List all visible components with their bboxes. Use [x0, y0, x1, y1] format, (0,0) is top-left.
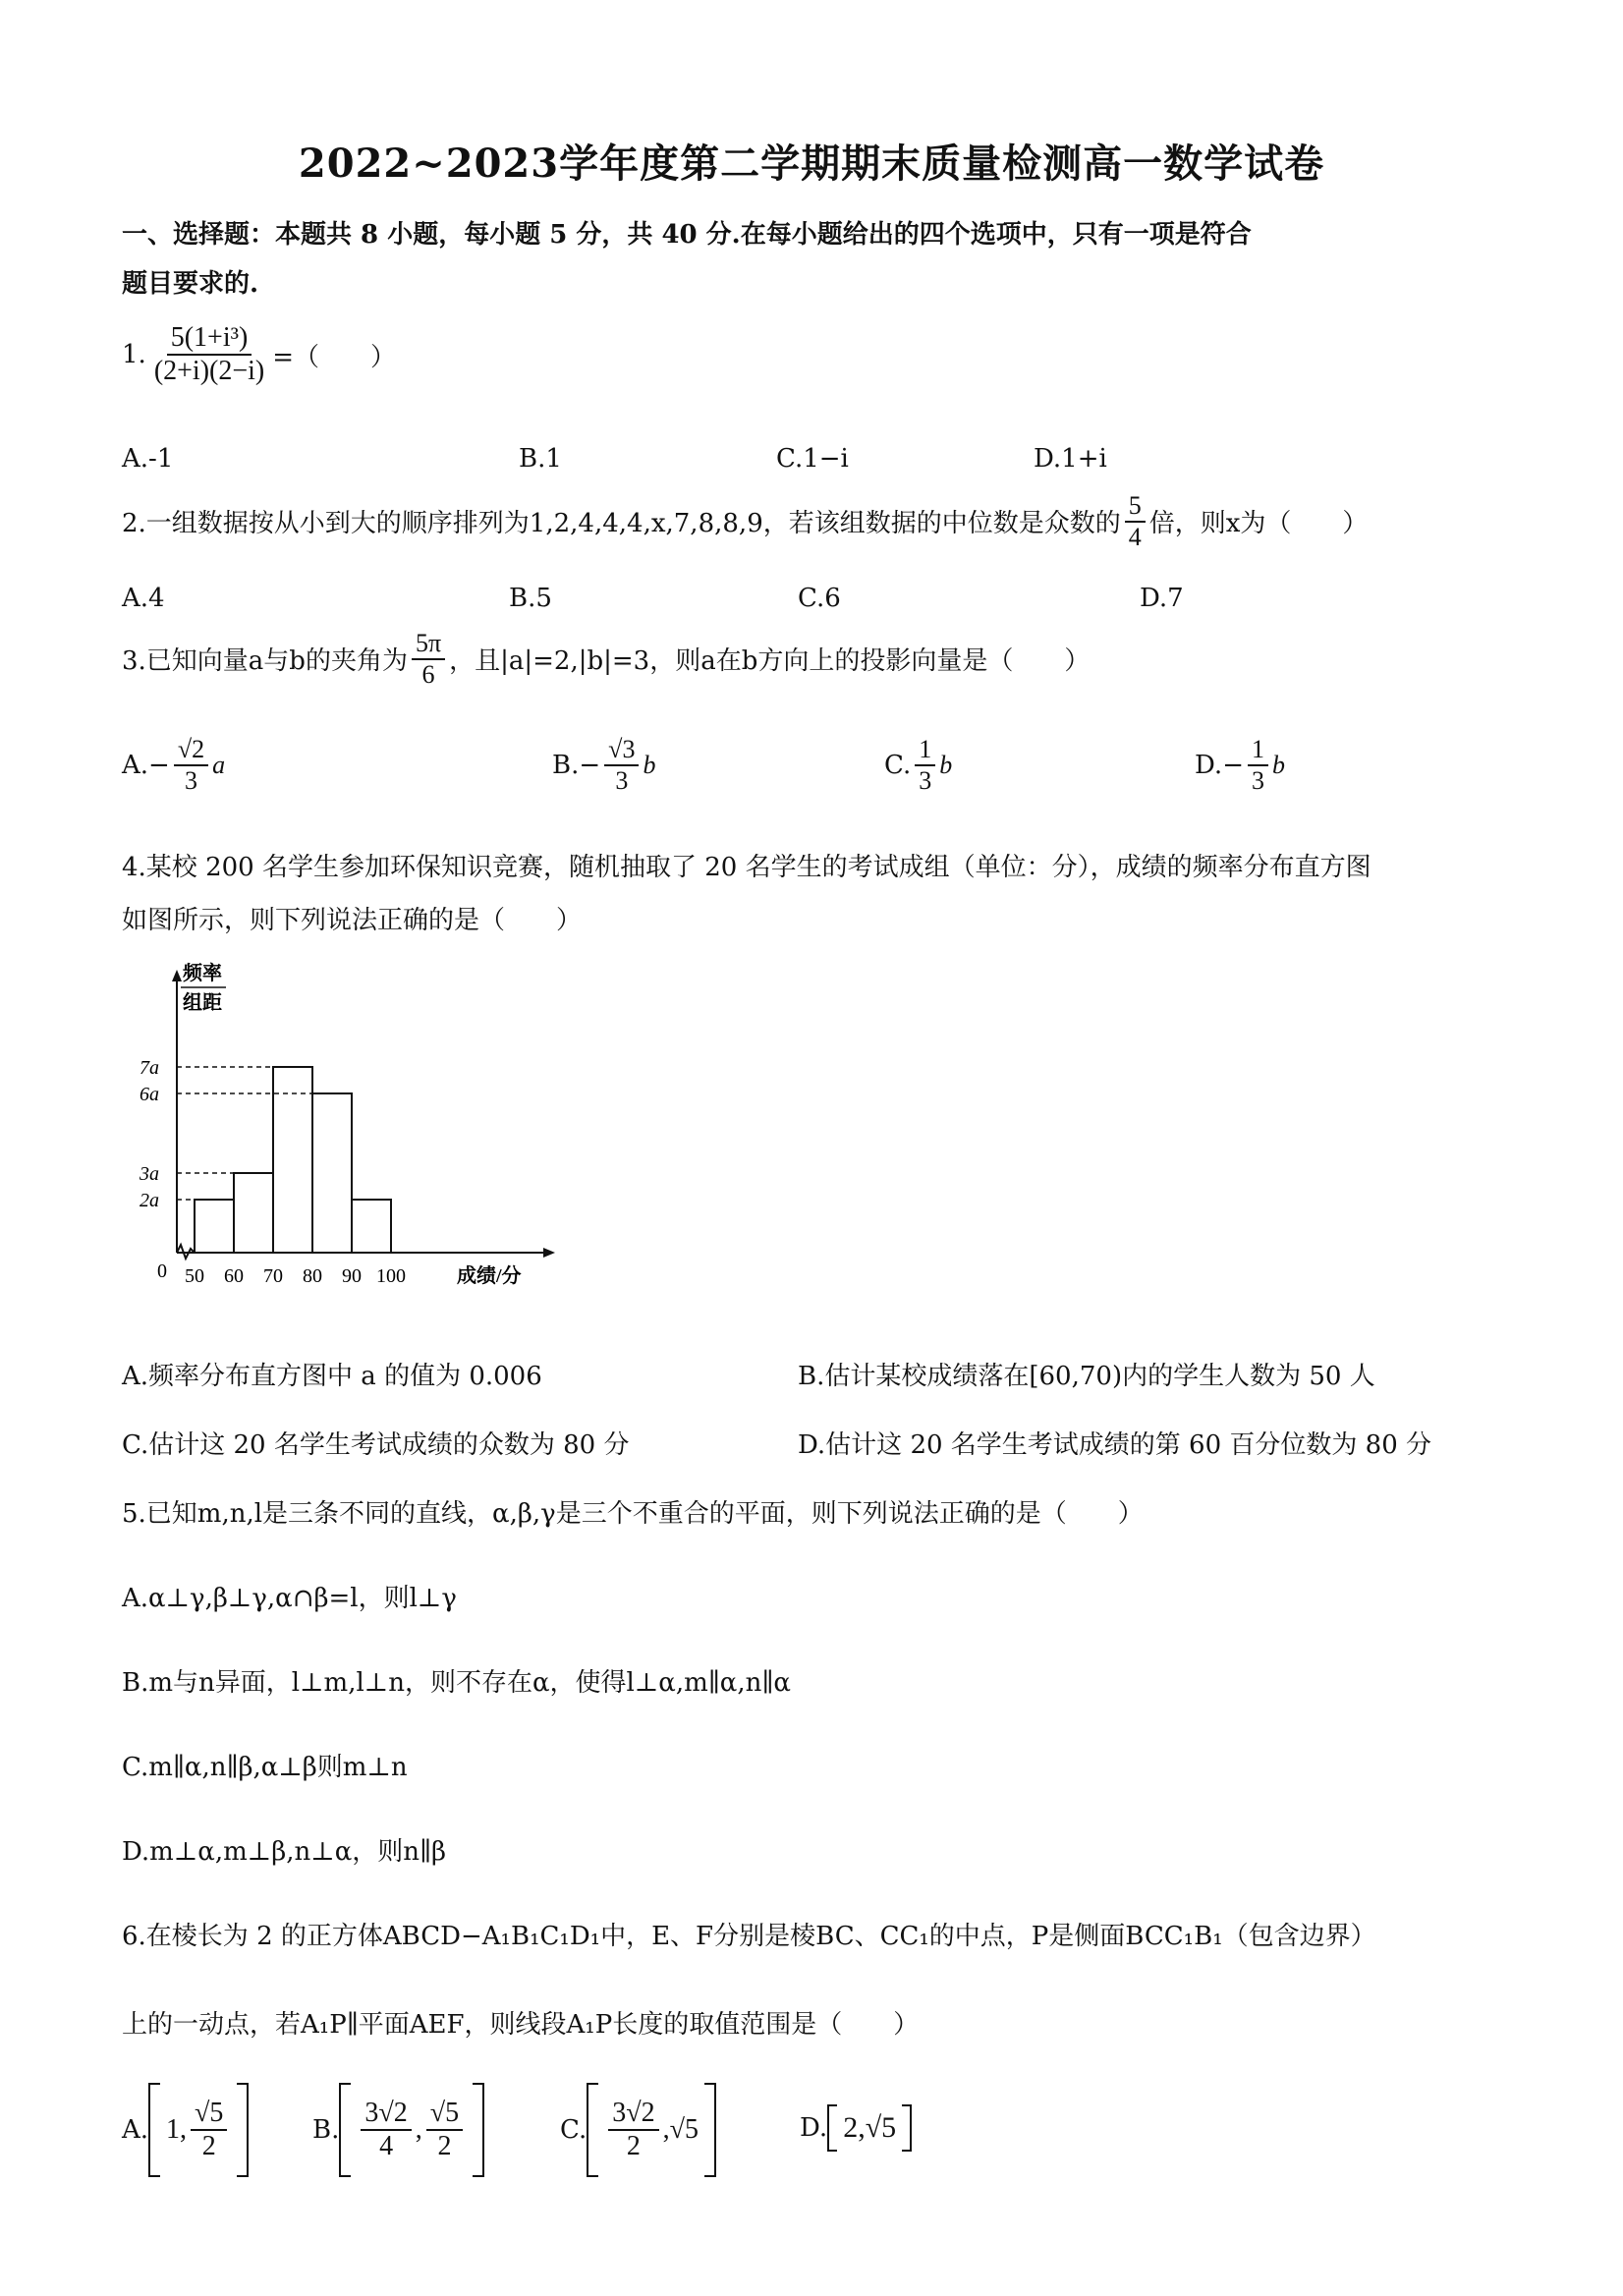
q6-option-a-interval [148, 2083, 249, 2177]
q1-option-b[interactable]: B.1 [519, 444, 562, 474]
q2-frac-num: 5 [1125, 491, 1146, 523]
q4-option-b[interactable]: B.估计某校成绩落在[60,70)内的学生人数为 50 人 [798, 1362, 1375, 1391]
q2-option-b[interactable]: B.5 [509, 584, 552, 613]
origin-label: 0 [157, 1260, 167, 1282]
q4-option-a[interactable]: A.频率分布直方图中 a 的值为 0.006 [122, 1362, 542, 1391]
question-1 [122, 322, 396, 387]
q5-option-d[interactable]: D.m⊥α,m⊥β,n⊥α，则n∥β [122, 1837, 447, 1867]
q3-option-b[interactable] [552, 735, 655, 796]
y-tick-label: 6a [140, 1084, 159, 1105]
x-tick-label: 90 [342, 1265, 362, 1287]
x-tick-label: 50 [185, 1265, 204, 1287]
q1-numerator: 5(1+i³) [167, 322, 252, 356]
q6-option-d[interactable] [800, 2104, 912, 2152]
y-tick-label: 2a [140, 1190, 159, 1211]
q2-fraction [1125, 491, 1146, 552]
histogram-bar [312, 1093, 352, 1253]
q4-stem-line2: 如图所示，则下列说法正确的是（ ） [122, 906, 583, 935]
q6-option-b[interactable] [312, 2083, 484, 2177]
q3-option-d[interactable] [1195, 735, 1285, 796]
q3-option-c-label: C. [884, 750, 912, 780]
q3-option-c-fraction [915, 735, 935, 796]
q3-option-a-label: A. [122, 750, 149, 780]
q3-option-b-label: B. [552, 750, 580, 780]
q1-option-c[interactable]: C.1−i [776, 444, 849, 474]
q6-option-b-den: 2 [437, 2131, 452, 2161]
q3-option-c[interactable] [884, 735, 952, 796]
histogram-bar [234, 1173, 273, 1253]
q3-option-b-fraction [604, 735, 639, 796]
q6-stem-line1: 6.在棱长为 2 的正方体ABCD−A₁B₁C₁D₁中，E、F分别是棱BC、CC₁的中点，P是侧面BCC₁B₁（包含边界） [122, 1922, 1376, 1951]
q4-option-c[interactable]: C.估计这 20 名学生考试成绩的众数为 80 分 [122, 1430, 630, 1460]
q6-option-c-right: √5 [669, 2114, 699, 2145]
histogram-bar [195, 1200, 234, 1253]
q3-option-d-den: 3 [1251, 765, 1264, 795]
q6-option-c-interval: $\frac{3√2}{2}$ , √5 [587, 2083, 716, 2177]
q3-frac-num: 5π [412, 629, 445, 660]
q6-option-d-label: D. [800, 2113, 828, 2143]
y-tick-label: 7a [140, 1057, 159, 1079]
q3-option-b-num: √3 [604, 735, 639, 766]
q2-stem-post: 倍，则x为（ ） [1148, 509, 1369, 539]
q2-option-d[interactable]: D.7 [1140, 584, 1184, 613]
q2-option-c[interactable]: C.6 [798, 584, 841, 613]
q1-fraction [150, 322, 268, 387]
question-3 [122, 629, 1090, 690]
q3-option-c-num: 1 [915, 735, 935, 766]
y-axis-arrow [172, 970, 182, 981]
x-tick-label: 100 [376, 1265, 406, 1287]
q3-fraction [412, 629, 445, 690]
section1-heading-line1: 一、选择题：本题共 8 小题，每小题 5 分，共 40 分.在每小题给出的四个选项中，只有一项是符合 [122, 220, 1252, 250]
q3-option-a-vector: a [212, 750, 226, 779]
q6-option-b-interval: $\frac{3√2}{4}$ , $\frac{√5}{2}$ [339, 2083, 484, 2177]
q3-option-c-den: 3 [919, 765, 932, 795]
q2-stem-pre: 2.一组数据按从小到大的顺序排列为1,2,4,4,4,x,7,8,8,9，若该组数据的中位数是众数的 [122, 509, 1121, 539]
q4-option-d[interactable]: D.估计这 20 名学生考试成绩的第 60 百分位数为 80 分 [798, 1430, 1432, 1460]
q3-option-d-label: D. [1195, 750, 1223, 780]
q3-option-a-num: √2 [174, 735, 208, 766]
q3-option-d-sign: − [1222, 750, 1244, 780]
histogram-bar [352, 1200, 391, 1253]
y-axis-label-top: 频率 [183, 963, 222, 984]
q6-option-b-lden: 4 [379, 2131, 394, 2161]
q3-stem-post: ，且|a|=2,|b|=3，则a在b方向上的投影向量是（ ） [449, 646, 1091, 677]
q3-option-d-fraction [1248, 735, 1268, 796]
q3-option-b-vector: b [643, 750, 656, 779]
q6-option-d-interval: 2,√5 [843, 2111, 897, 2144]
q6-option-c[interactable] [560, 2083, 716, 2177]
q4-stem-line1: 4.某校 200 名学生参加环保知识竞赛，随机抽取了 20 名学生的考试成组（单位：分），成绩的频率分布直方图 [122, 853, 1371, 882]
y-tick-label: 3a [140, 1163, 159, 1185]
q5-option-b[interactable]: B.m与n异面，l⊥m,l⊥n，则不存在α，使得l⊥α,m∥α,n∥α [122, 1668, 791, 1698]
q3-option-d-vector: b [1271, 750, 1285, 779]
q3-option-b-sign: − [579, 750, 601, 780]
q5-option-c[interactable]: C.m∥α,n∥β,α⊥β则m⊥n [122, 1753, 408, 1782]
q6-option-b-lnum: 3√2 [361, 2098, 411, 2131]
x-axis-arrow [543, 1248, 555, 1258]
q3-option-a-fraction [174, 735, 208, 796]
q6-option-c-lnum: 3√2 [608, 2098, 658, 2131]
q3-option-a-den: 3 [184, 765, 197, 795]
q3-stem-pre: 3.已知向量a与b的夹角为 [122, 646, 408, 677]
q2-option-a[interactable]: A.4 [122, 584, 165, 613]
q6-option-a-left: 1, [166, 2114, 188, 2145]
q6-option-a-label: A. [122, 2115, 149, 2145]
q6-option-c-lden: 2 [626, 2131, 641, 2161]
q6-option-a-den: 2 [201, 2131, 216, 2161]
q6-option-b-num: √5 [426, 2098, 463, 2131]
q1-tail: =（ ） [272, 342, 397, 372]
q6-option-c-label: C. [560, 2115, 588, 2145]
q5-stem: 5.已知m,n,l是三条不同的直线，α,β,γ是三个不重合的平面，则下列说法正确的是（ ） [122, 1499, 1144, 1529]
q1-option-a[interactable]: A.-1 [122, 444, 174, 474]
q3-option-d-num: 1 [1248, 735, 1268, 766]
x-tick-label: 70 [263, 1265, 283, 1287]
q3-option-a[interactable] [122, 735, 225, 796]
q3-option-b-den: 3 [615, 765, 629, 795]
x-tick-label: 80 [303, 1265, 322, 1287]
y-axis-label-bottom: 组距 [183, 992, 222, 1014]
q3-option-c-vector: b [939, 750, 953, 779]
frequency-histogram [118, 958, 570, 1312]
q6-option-a[interactable] [122, 2083, 249, 2177]
q6-option-b-label: B. [312, 2115, 340, 2145]
q5-option-a[interactable]: A.α⊥γ,β⊥γ,α∩β=l，则l⊥γ [122, 1584, 457, 1613]
q6-stem-line2: 上的一动点，若A₁P∥平面AEF，则线段A₁P长度的取值范围是（ ） [122, 2010, 920, 2040]
q1-number: 1. [122, 340, 146, 370]
q1-option-d[interactable]: D.1+i [1034, 444, 1107, 474]
q6-option-a-num: √5 [191, 2098, 227, 2131]
q3-option-a-sign: − [148, 750, 170, 780]
question-2 [122, 491, 1368, 552]
x-axis-label: 成绩/分 [457, 1265, 522, 1287]
q2-frac-den: 4 [1128, 522, 1142, 551]
section1-heading-line2: 题目要求的. [122, 269, 259, 299]
page-title: 2022~2023学年度第二学期期末质量检测高一数学试卷 [298, 140, 1325, 187]
x-tick-label: 60 [224, 1265, 244, 1287]
q1-denominator: (2+i)(2−i) [153, 356, 265, 387]
histogram-bar [273, 1067, 312, 1253]
q3-frac-den: 6 [421, 659, 435, 689]
